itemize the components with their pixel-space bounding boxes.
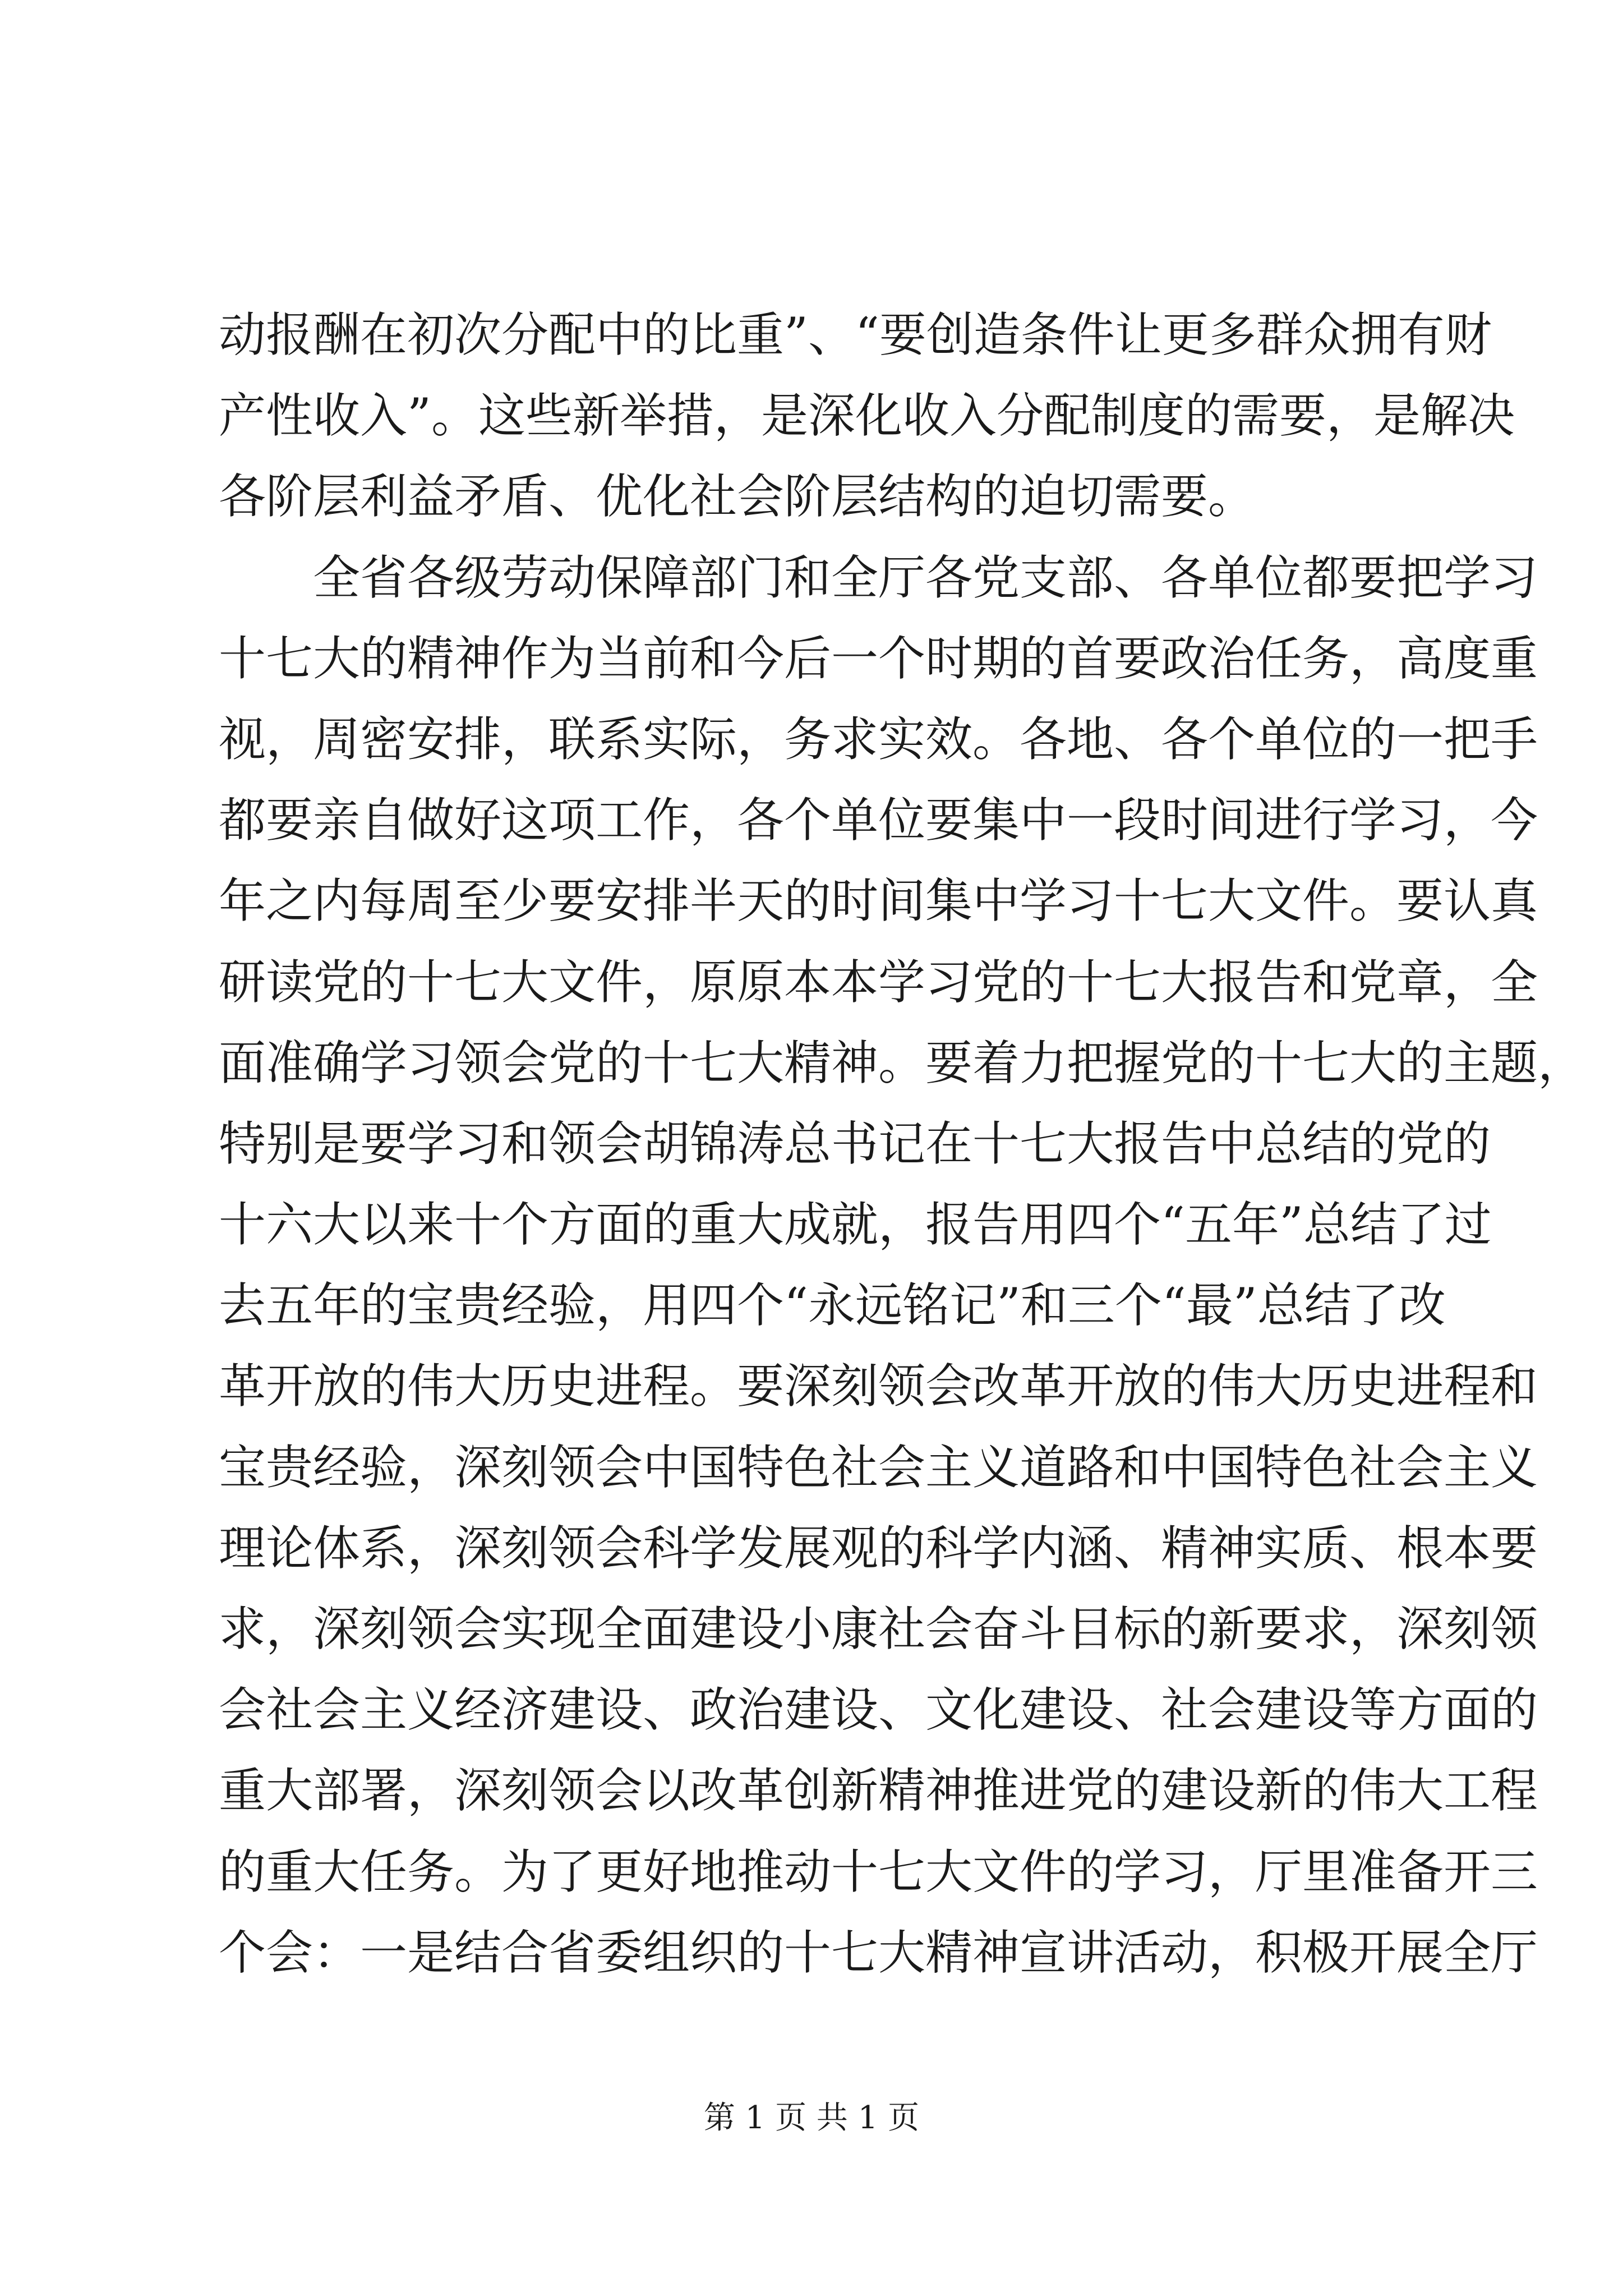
text-line: 个会：一是结合省委组织的十七大精神宣讲活动，积极开展全厅 <box>219 1925 1538 1980</box>
text-line: 视，周密安排，联系实际，务求实效。各地、各个单位的一把手 <box>219 711 1538 767</box>
text-line: 重大部署，深刻领会以改革创新精神推进党的建设新的伟大工程 <box>219 1763 1538 1819</box>
body-text <box>219 295 1585 1993</box>
text-line: 特别是要学习和领会胡锦涛总书记在十七大报告中总结的党的 <box>219 1116 1491 1171</box>
text-line: 的重大任务。为了更好地推动十七大文件的学习，厅里准备开三 <box>219 1844 1538 1899</box>
text-line: 十七大的精神作为当前和今后一个时期的首要政治任务，高度重 <box>219 631 1538 686</box>
text-line: 产性收入”。这些新举措，是深化收入分配制度的需要，是解决 <box>219 388 1515 444</box>
text-line: 去五年的宝贵经验，用四个“永远铭记”和三个“最”总结了改 <box>219 1278 1446 1333</box>
text-line: 研读党的十七大文件，原原本本学习党的十七大报告和党章，全 <box>219 954 1538 1010</box>
text-line: 动报酬在初次分配中的比重”、“要创造条件让更多群众拥有财 <box>219 307 1492 362</box>
text-line: 全省各级劳动保障部门和全厅各党支部、各单位都要把学习 <box>219 550 1538 605</box>
text-line: 革开放的伟大历史进程。要深刻领会改革开放的伟大历史进程和 <box>219 1359 1538 1414</box>
page-footer: 第 1 页 共 1 页 <box>703 2100 920 2136</box>
text-line: 都要亲自做好这项工作，各个单位要集中一段时间进行学习，今 <box>219 793 1538 848</box>
text-line: 十六大以来十个方面的重大成就，报告用四个“五年”总结了过 <box>219 1197 1492 1253</box>
text-line: 求，深刻领会实现全面建设小康社会奋斗目标的新要求，深刻领 <box>219 1602 1538 1657</box>
text-line: 会社会主义经济建设、政治建设、文化建设、社会建设等方面的 <box>219 1682 1538 1738</box>
text-line: 年之内每周至少要安排半天的时间集中学习十七大文件。要认真 <box>219 873 1538 929</box>
text-line: 宝贵经验，深刻领会中国特色社会主义道路和中国特色社会主义 <box>219 1439 1538 1495</box>
text-line: 各阶层利益矛盾、优化社会阶层结构的迫切需要。 <box>219 469 1256 524</box>
text-line: 理论体系，深刻领会科学发展观的科学内涵、精神实质、根本要 <box>219 1520 1538 1576</box>
text-line: 面准确学习领会党的十七大精神。要着力把握党的十七大的主题， <box>219 1035 1585 1091</box>
